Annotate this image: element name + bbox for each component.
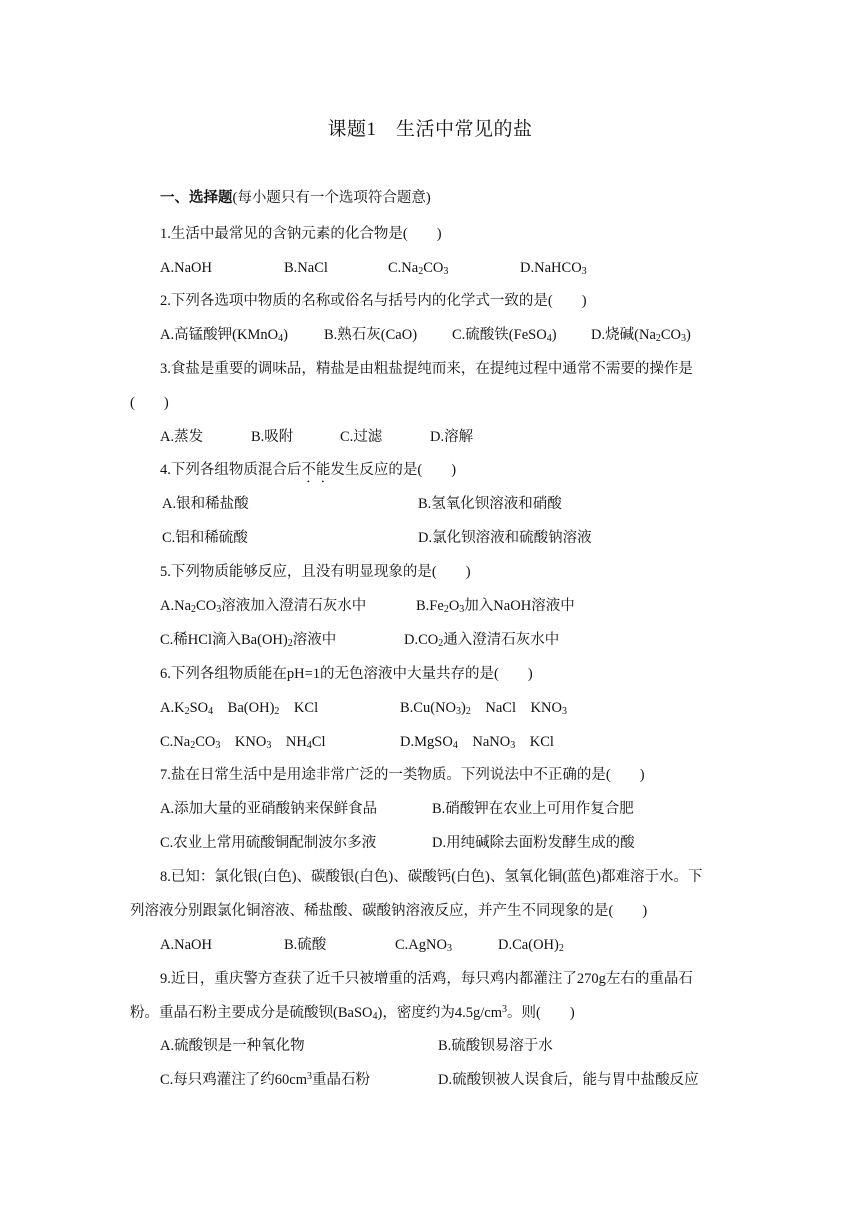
q7-option-b: B.硝酸钾在农业上可用作复合肥 — [432, 801, 634, 817]
question-9-stem-line1: 9.近日，重庆警方查获了近千只被增重的活鸡，每只鸡内都灌注了270g左右的重晶石 — [160, 971, 693, 987]
q2-option-c: C.硫酸铁(FeSO$_4$) — [452, 327, 557, 344]
q9-option-d: D.硫酸钡被人误食后，能与胃中盐酸反应 — [438, 1072, 699, 1088]
q8-option-d: $D.Ca(OH)_2$ — [498, 937, 564, 954]
q1-option-b: B.NaCl — [284, 260, 328, 276]
q4-stem-pre: 4.下列各组物质混合后 — [160, 462, 302, 478]
q8-option-c: C.AgNO$_3$ — [395, 937, 452, 954]
q6-option-c: $C.Na_2CO_3$ $KNO_3$ $NH_4Cl$ — [160, 734, 326, 751]
q8-option-a: A.NaOH — [160, 937, 212, 953]
q6-option-b: $B.Cu(NO_3)_2$ NaCl $KNO_3$ — [400, 700, 567, 717]
q7-option-a: A.添加大量的亚硝酸钠来保鲜食品 — [160, 801, 378, 817]
question-3-stem-line1: 3.食盐是重要的调味品，精盐是由粗盐提纯而来，在提纯过程中通常不需要的操作是 — [160, 361, 693, 377]
question-9-stem-line2: 粉。重晶石粉主要成分是硫酸钡(BaSO$_4$)，密度约为$4.5g/cm^3$。则( ) — [130, 1004, 575, 1022]
q9-option-b: B.硫酸钡易溶于水 — [438, 1038, 553, 1054]
question-8-stem-line2: 列溶液分别跟氯化铜溶液、稀盐酸、碳酸钠溶液反应，并产生不同现象的是( ) — [130, 903, 648, 919]
section-heading — [160, 188, 431, 208]
question-7-stem: 7.盐在日常生活中是用途非常广泛的一类物质。下列说法中不正确的是( ) — [160, 767, 645, 783]
q1-option-a: A.NaOH — [160, 260, 212, 276]
q3-option-d: D.溶解 — [430, 429, 474, 445]
q8-option-b: B.硫酸 — [284, 937, 327, 953]
q5-option-b: $B.Fe_2O_3$加入NaOH溶液中 — [416, 598, 575, 615]
q5-option-d: $D.CO_2$通入澄清石灰水中 — [404, 632, 560, 649]
question-6-stem: 6.下列各组物质能在pH=1的无色溶液中大量共存的是( ) — [160, 666, 533, 682]
q5-option-a: $A.Na_2CO_3$溶液加入澄清石灰水中 — [160, 598, 367, 615]
q4-stem-post: 发生反应的是( ) — [330, 462, 457, 478]
q9-option-a: A.硫酸钡是一种氧化物 — [160, 1038, 305, 1054]
q9-option-c: C.每只鸡灌注了约$60cm^3$重晶石粉 — [160, 1071, 371, 1088]
q4-option-b: B.氢氧化钡溶液和硝酸 — [418, 496, 562, 512]
q4-option-c: C.铝和稀硫酸 — [162, 530, 248, 546]
q1-option-d: D.NaHCO$_3$ — [520, 260, 587, 277]
q6-option-d: D.MgSO$_4$ NaNO$_3$ KCl — [400, 734, 554, 751]
q2-option-b: B.熟石灰(CaO) — [324, 327, 418, 343]
section-heading-note: (每小题只有一个选项符合题意) — [232, 190, 431, 206]
q7-option-c: C.农业上常用硫酸铜配制波尔多液 — [160, 835, 377, 851]
question-5-stem: 5.下列物质能够反应，且没有明显现象的是( ) — [160, 564, 471, 580]
q7-option-d: D.用纯碱除去面粉发酵生成的酸 — [432, 835, 635, 851]
section-heading-label: 一、选择题 — [160, 190, 233, 206]
page-title: 课题1 生活中常见的盐 — [327, 119, 533, 140]
q4-option-a: A.银和稀盐酸 — [162, 496, 249, 512]
question-4-stem — [160, 460, 456, 486]
q2-option-d: D.烧碱$(Na_2CO_3)$ — [591, 327, 691, 344]
q4-stem-emphasis: 不能 — [301, 462, 331, 478]
q3-option-a: A.蒸发 — [160, 429, 204, 445]
q1-option-c: $C.Na_2CO_3$ — [388, 260, 449, 277]
q5-option-c: C.稀HCl滴入$Ba(OH)_2$溶液中 — [160, 632, 337, 649]
question-1-stem: 1.生活中最常见的含钠元素的化合物是( ) — [160, 226, 442, 242]
q3-option-b: B.吸附 — [251, 429, 294, 445]
q6-option-a: $A.K_2SO_4$ $Ba(OH)_2$ KCl — [160, 700, 319, 717]
q3-option-c: C.过滤 — [340, 429, 383, 445]
question-8-stem-line1: 8.已知：氯化银(白色)、碳酸银(白色)、碳酸钙(白色)、氢氧化铜(蓝色)都难溶于水。下 — [160, 869, 703, 885]
question-3-stem-line2: ( ) — [130, 395, 169, 411]
question-2-stem: 2.下列各选项中物质的名称或俗名与括号内的化学式一致的是( ) — [160, 293, 587, 309]
q2-option-a: A.高锰酸钾(KMnO$_4$) — [160, 327, 288, 344]
q4-option-d: D.氯化钡溶液和硫酸钠溶液 — [418, 530, 592, 546]
